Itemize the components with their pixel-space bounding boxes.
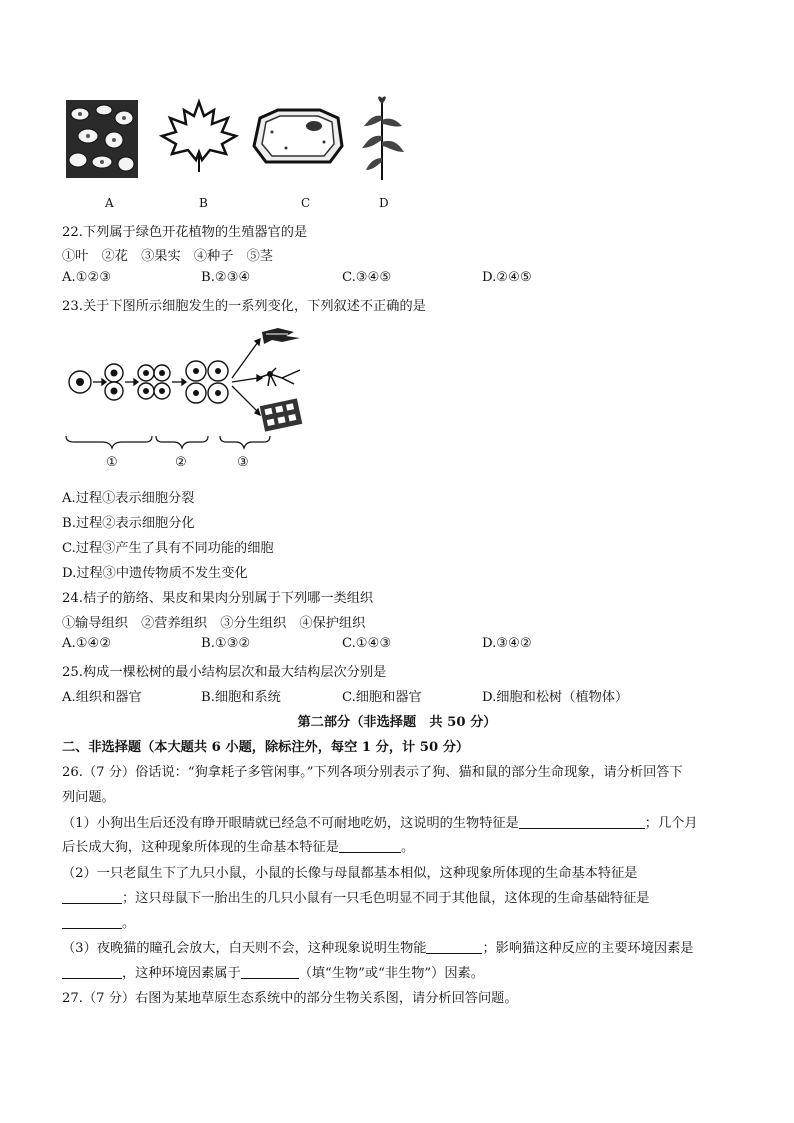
q26-intro-2: 列问题。	[62, 790, 115, 805]
cell-division-diagram	[62, 322, 312, 472]
q26-part1-line2	[62, 836, 414, 855]
q22-option-b: B.②③④	[201, 270, 251, 285]
q26-p1-text-a: （1）小狗出生后还没有睁开眼睛就已经急不可耐地吃奶，这说明的生物特征是	[62, 816, 519, 831]
q24-stem: 24.桔子的筋络、果皮和果肉分别属于下列哪一类组织	[62, 591, 374, 606]
q23-stem: 23.关于下图所示细胞发生的一系列变化，下列叙述不正确的是	[62, 299, 426, 314]
q22-option-a: A.①②③	[62, 270, 112, 285]
q23-option-d: D.过程③中遗传物质不发生变化	[62, 566, 248, 581]
q24-option-b: B.①③②	[201, 636, 251, 651]
q26-p3-blank-1[interactable]	[426, 939, 482, 954]
part2-section-heading: 二、非选择题（本大题共 6 小题，除标注外，每空 1 分，计 50 分）	[62, 740, 470, 755]
q26-p1-text-c: 后长成大狗，这种现象所体现的生命基本特征是	[62, 840, 339, 855]
q23-option-c: C.过程③产生了具有不同功能的细胞	[62, 541, 274, 556]
q26-part2-line2	[62, 887, 650, 906]
q26-p1-blank-2[interactable]	[339, 838, 401, 853]
q26-part1-line1	[62, 812, 698, 831]
q25-option-c: C.细胞和器官	[342, 690, 422, 705]
figure-c-cell	[250, 106, 346, 166]
figure-d-plant	[358, 96, 408, 180]
process-label-3: ③	[237, 455, 249, 470]
figure-label-a: A	[105, 196, 114, 210]
figure-label-d: D	[379, 196, 389, 210]
q26-p1-blank-1[interactable]	[519, 814, 645, 829]
q26-p3-blank-3[interactable]	[241, 964, 299, 979]
q26-p1-text-d: 。	[400, 840, 415, 855]
q26-part2-line1: （2）一只老鼠生下了九只小鼠，小鼠的长像与母鼠都基本相似，这种现象所体现的生命基本特征是	[62, 866, 638, 881]
q22-option-d: D.②④⑤	[482, 270, 532, 285]
q24-option-a: A.①④②	[62, 636, 112, 651]
figure-label-b: B	[199, 196, 208, 210]
q22-items: ①叶 ②花 ③果实 ④种子 ⑤茎	[62, 249, 273, 264]
process-label-2: ②	[175, 455, 187, 470]
q26-p3-text-d: （填“生物”或“非生物”）因素。	[298, 966, 484, 981]
figure-a-image	[64, 98, 140, 180]
q26-p3-blank-2[interactable]	[62, 964, 122, 979]
q26-part3-line2	[62, 962, 484, 981]
figure-label-c: C	[301, 196, 311, 210]
q24-option-c: C.①④③	[342, 636, 392, 651]
q26-p2-blank-2[interactable]	[62, 914, 122, 929]
q25-option-d: D.细胞和松树（植物体）	[482, 690, 629, 705]
q27-stem: 27.（7 分）右图为某地草原生态系统中的部分生物关系图，请分析回答问题。	[62, 991, 518, 1006]
part2-title: 第二部分（非选择题 共 50 分）	[297, 715, 497, 730]
q24-items: ①输导组织 ②营养组织 ③分生组织 ④保护组织	[62, 616, 366, 631]
q26-part2-line3	[62, 912, 135, 931]
q25-option-a: A.组织和器官	[62, 690, 142, 705]
q25-option-b: B.细胞和系统	[201, 690, 281, 705]
q26-p3-text-a: （3）夜晚猫的瞳孔会放大，白天则不会，这种现象说明生物能	[62, 941, 427, 956]
q25-stem: 25.构成一棵松树的最小结构层次和最大结构层次分别是	[62, 665, 387, 680]
q26-p3-text-b: ；影响猫这种反应的主要环境因素是	[482, 941, 694, 956]
process-label-1: ①	[106, 455, 118, 470]
q22-stem: 22.下列属于绿色开花植物的生殖器官的是	[62, 225, 308, 240]
q23-option-b: B.过程②表示细胞分化	[62, 516, 195, 531]
q26-p3-text-c: ，这种环境因素属于	[122, 966, 241, 981]
q24-option-d: D.③④②	[482, 636, 532, 651]
figure-b-leaf	[160, 100, 238, 172]
q26-p2-text-c: 。	[122, 916, 136, 931]
q26-part3-line1	[62, 937, 693, 956]
q26-p2-blank-1[interactable]	[62, 889, 122, 904]
q26-intro-1: 26.（7 分）俗话说：“狗拿耗子多管闲事。”下列各项分别表示了狗、猫和鼠的部分生命现象，请分析回答下	[62, 765, 683, 780]
q26-p2-text-b: ；这只母鼠下一胎出生的几只小鼠有一只毛色明显不同于其他鼠，这体现的生命基础特征是	[122, 891, 650, 906]
q22-option-c: C.③④⑤	[342, 270, 392, 285]
q23-option-a: A.过程①表示细胞分裂	[62, 491, 195, 506]
q26-p1-text-b: ；几个月	[644, 816, 698, 831]
